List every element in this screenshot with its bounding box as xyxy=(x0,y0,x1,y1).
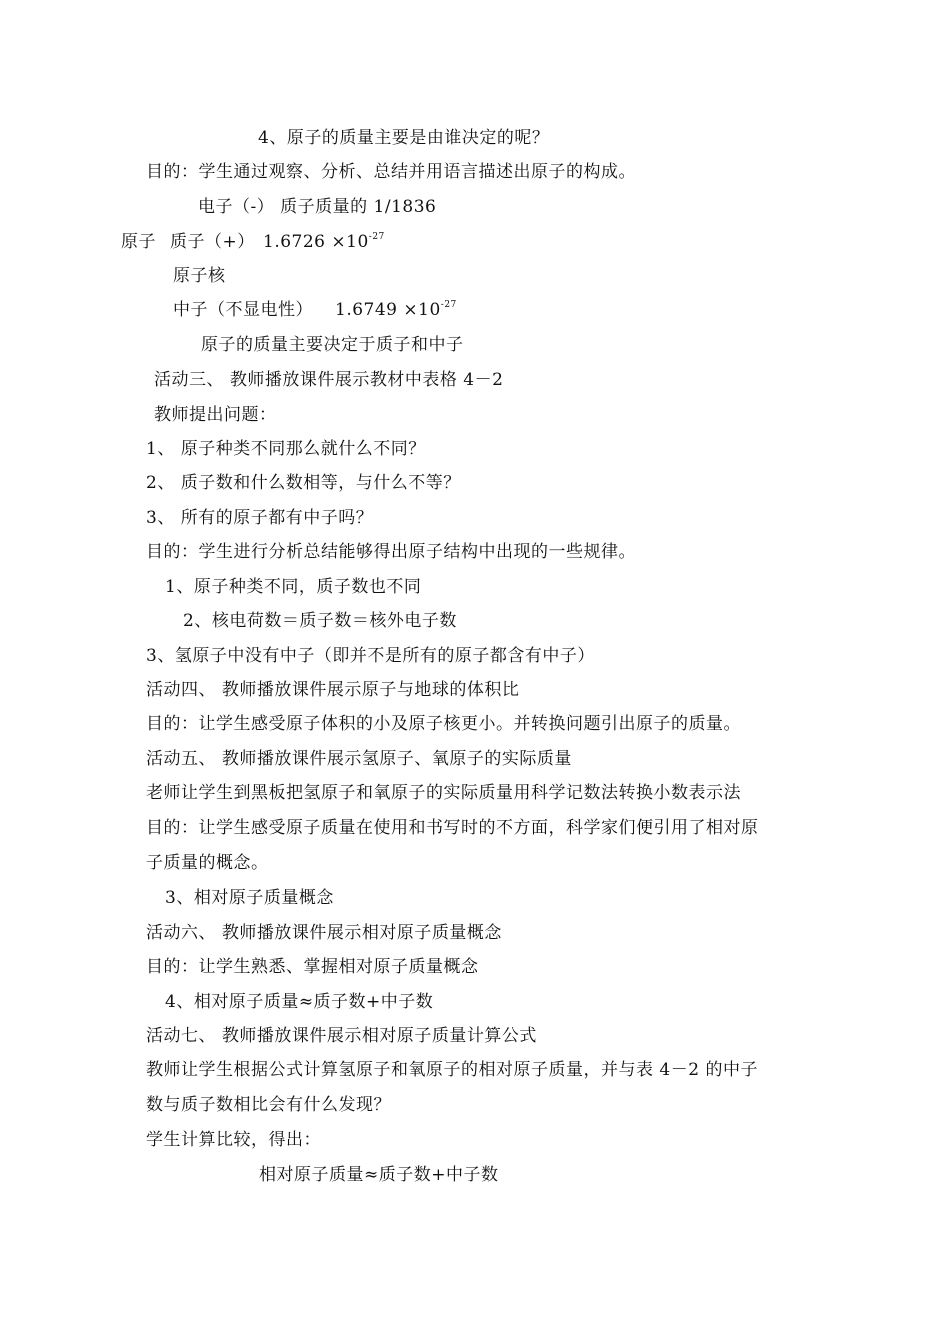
question-4: 4、原子的质量主要是由谁决定的呢？ xyxy=(258,128,550,148)
purpose-line: 目的：学生通过观察、分析、总结并用语言描述出原子的构成。 xyxy=(146,162,636,182)
activity-3: 活动三、 教师播放课件展示教材中表格 4－2 xyxy=(154,370,504,390)
proton-mass xyxy=(263,231,385,253)
rule-1: 1、原子种类不同，质子数也不同 xyxy=(165,577,422,597)
proton-mass-times: ×10 xyxy=(331,232,369,252)
student-result-intro: 学生计算比较，得出： xyxy=(146,1130,321,1150)
activity-7: 活动七、 教师播放课件展示相对原子质量计算公式 xyxy=(146,1026,537,1046)
atom-label: 原子 xyxy=(121,232,156,252)
purpose-line-continued: 子质量的概念。 xyxy=(146,853,269,873)
neutron-mass-value: 1.6749 xyxy=(335,300,398,320)
proton-mass-exponent: -27 xyxy=(368,232,385,242)
question-item-1: 1、 原子种类不同那么就什么不同？ xyxy=(146,439,426,459)
electron-line: 电子（-） 质子质量的 1/1836 xyxy=(198,197,437,217)
purpose-line: 目的：学生进行分析总结能够得出原子结构中出现的一些规律。 xyxy=(146,542,636,562)
proton-label: 质子（+） xyxy=(170,232,255,252)
question-item-2: 2、 质子数和什么数相等，与什么不等？ xyxy=(146,473,461,493)
proton-mass-value: 1.6726 xyxy=(263,232,326,252)
neutron-mass-exponent: -27 xyxy=(440,300,457,310)
formula-conclusion: 相对原子质量≈质子数+中子数 xyxy=(259,1165,499,1185)
section-3-heading: 3、相对原子质量概念 xyxy=(165,888,334,908)
neutron-mass-times: ×10 xyxy=(403,300,441,320)
purpose-line: 目的：让学生感受原子体积的小及原子核更小。并转换问题引出原子的质量。 xyxy=(146,714,741,734)
activity-5: 活动五、 教师播放课件展示氢原子、氧原子的实际质量 xyxy=(146,749,572,769)
teacher-instruction: 老师让学生到黑板把氢原子和氧原子的实际质量用科学记数法转换小数表示法 xyxy=(146,783,741,803)
rule-2: 2、核电荷数＝质子数＝核外电子数 xyxy=(183,611,457,631)
teacher-instruction-continued: 数与质子数相比会有什么发现？ xyxy=(146,1095,391,1115)
purpose-line: 目的：让学生熟悉、掌握相对原子质量概念 xyxy=(146,957,479,977)
section-4-heading: 4、相对原子质量≈质子数+中子数 xyxy=(165,992,434,1012)
question-item-3: 3、 所有的原子都有中子吗？ xyxy=(146,508,374,528)
purpose-line: 目的：让学生感受原子质量在使用和书写时的不方面，科学家们便引用了相对原 xyxy=(146,818,759,838)
nucleus-label: 原子核 xyxy=(173,266,226,286)
teacher-questions: 教师提出问题： xyxy=(154,405,277,425)
neutron-label: 中子（不显电性） xyxy=(173,300,313,320)
activity-4: 活动四、 教师播放课件展示原子与地球的体积比 xyxy=(146,680,520,700)
neutron-mass xyxy=(335,299,457,321)
teacher-instruction: 教师让学生根据公式计算氢原子和氧原子的相对原子质量，并与表 4－2 的中子 xyxy=(146,1060,758,1080)
mass-conclusion: 原子的质量主要决定于质子和中子 xyxy=(201,335,464,355)
rule-3: 3、氢原子中没有中子（即并不是所有的原子都含有中子） xyxy=(146,646,595,666)
activity-6: 活动六、 教师播放课件展示相对原子质量概念 xyxy=(146,923,502,943)
